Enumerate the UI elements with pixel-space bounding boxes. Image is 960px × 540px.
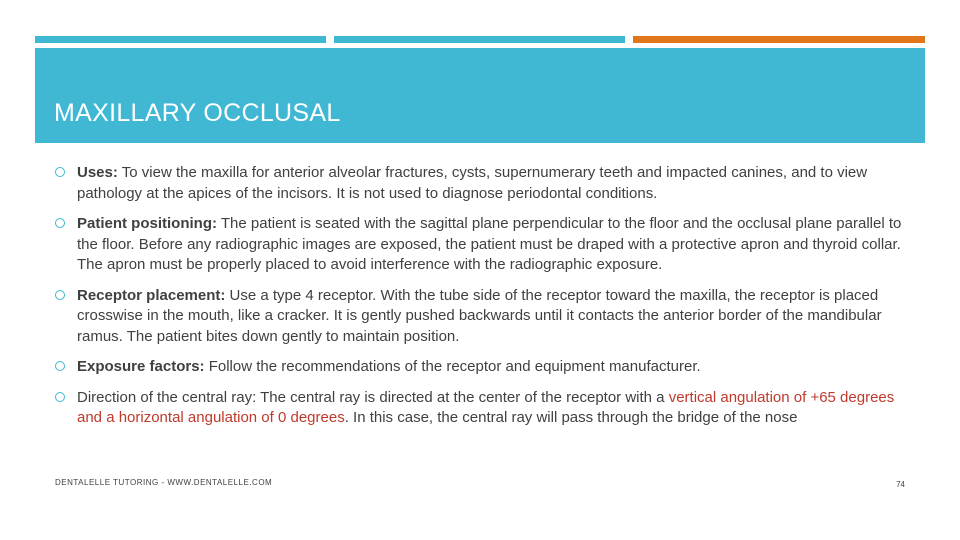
item-text: Use a type 4 receptor. With the tube side of the receptor toward the maxilla, the receptor is placed crosswise in the mouth, like a cracker. It is gently pushed backwards until it contacts the anterior border of the mandibular ramus. The patient bites down gently to maintain position.: [77, 286, 882, 345]
circle-bullet-icon: [55, 218, 65, 228]
item-text: . In this case, the central ray will pass through the bridge of the nose: [344, 409, 798, 426]
item-text: To view the maxilla for anterior alveolar fractures, cysts, supernumerary teeth and impacted canines, and to view pathology at the apices of the incisors. It is not used to diagnose periodontal conditions.: [77, 164, 868, 202]
item-label: Patient positioning:: [77, 215, 217, 232]
page-number: 74: [896, 480, 905, 489]
item-text: Follow the recommendations of the receptor and equipment manufacturer.: [204, 358, 701, 375]
title-band: [35, 48, 925, 143]
item-label: Exposure factors:: [77, 358, 205, 375]
circle-bullet-icon: [55, 392, 65, 402]
item-text: The patient is seated with the sagittal plane perpendicular to the floor and the occlusal plane parallel to the floor. Before any radiographic images are exposed, the patient must be draped with a protective apron and thyroid collar. The apron must be properly placed to avoid interference with the radiographic exposure.: [77, 215, 902, 273]
top-accent-bar-2: [334, 36, 625, 43]
item-label: Uses:: [77, 164, 118, 181]
list-item-patient-positioning: [55, 214, 915, 276]
top-accent-bar-3: [633, 36, 925, 43]
slide-title: MAXILLARY OCCLUSAL: [54, 99, 341, 127]
list-item-receptor-placement: [55, 286, 915, 348]
item-highlight-text: vertical angulation of +65 degrees and a horizontal angulation of 0 degrees: [77, 388, 895, 426]
item-text: Direction of the central ray: The central ray is directed at the center of the receptor with a: [77, 388, 669, 406]
circle-bullet-icon: [55, 167, 65, 177]
item-label: Receptor placement:: [77, 286, 226, 304]
list-item-uses: [55, 163, 915, 204]
circle-bullet-icon: [55, 290, 65, 300]
top-accent-bar-1: [35, 36, 326, 43]
footer-text: DENTALELLE TUTORING - WWW.DENTALELLE.COM: [55, 478, 273, 487]
list-item-central-ray: [55, 388, 915, 429]
circle-bullet-icon: [55, 361, 65, 371]
bullet-list: [55, 163, 915, 439]
list-item-exposure-factors: [55, 357, 915, 378]
